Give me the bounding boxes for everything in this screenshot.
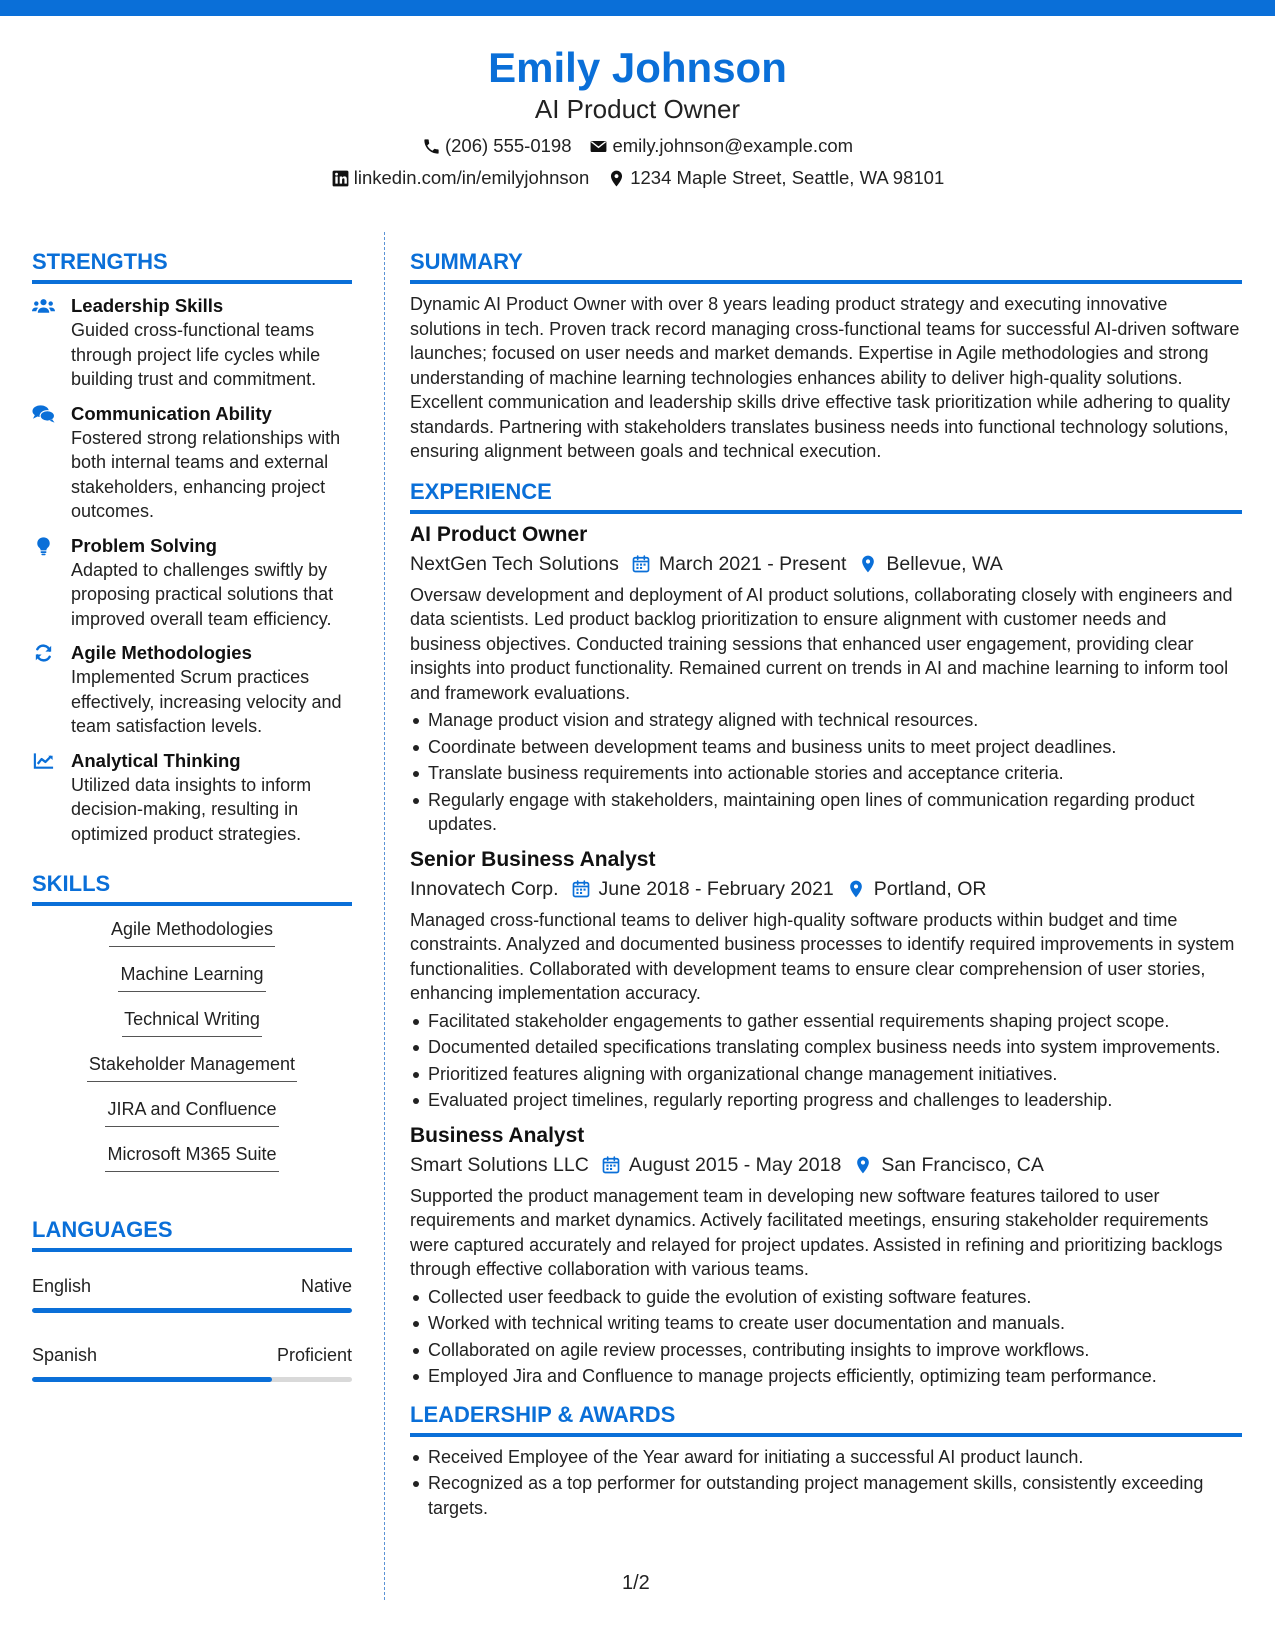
linkedin-icon <box>331 169 350 188</box>
strength-item <box>32 402 352 524</box>
strength-desc: Utilized data insights to inform decision-making, resulting in optimized product strategies. <box>71 774 312 844</box>
job-company: Smart Solutions LLC <box>410 1153 589 1176</box>
list-item: Translate business requirements into actionable stories and acceptance criteria. <box>410 761 1242 786</box>
calendar-icon <box>571 879 591 899</box>
strength-title: Communication Ability <box>71 402 272 424</box>
language-level-fill <box>32 1308 352 1313</box>
skill-tag: Microsoft M365 Suite <box>105 1141 278 1172</box>
phone-text: (206) 555-0198 <box>444 135 572 156</box>
strength-title: Problem Solving <box>71 534 217 556</box>
summary-heading: SUMMARY <box>410 248 1242 284</box>
language-name: Spanish <box>32 1345 98 1365</box>
skill-tag: Machine Learning <box>118 961 265 992</box>
language-level-bar <box>32 1308 352 1313</box>
list-item: Documented detailed specifications translating complex business needs into system improvements. <box>410 1035 1242 1060</box>
right-column <box>410 248 1242 1522</box>
resume-header <box>0 40 1275 190</box>
list-item: Manage product vision and strategy aligned with technical resources. <box>410 708 1242 733</box>
column-divider <box>384 232 385 1600</box>
list-item: Collected user feedback to guide the evolution of existing software features. <box>410 1285 1242 1310</box>
comments-icon <box>32 404 55 424</box>
job-location: San Francisco, CA <box>881 1153 1044 1176</box>
linkedin-text: linkedin.com/in/emilyjohnson <box>353 167 590 188</box>
skills-list <box>32 916 352 1186</box>
job-dates: August 2015 - May 2018 <box>628 1153 842 1176</box>
job-dates: March 2021 - Present <box>658 552 847 575</box>
strength-title: Leadership Skills <box>71 295 224 316</box>
sync-icon <box>32 643 55 663</box>
left-column <box>32 248 352 1382</box>
skill-tag: JIRA and Confluence <box>105 1096 278 1127</box>
map-marker-icon <box>858 554 878 574</box>
list-item: Collaborated on agile review processes, contributing insights to improve workflows. <box>410 1338 1242 1363</box>
linkedin-contact[interactable] <box>331 166 589 190</box>
list-item: Prioritized features aligning with organizational change management initiatives. <box>410 1062 1242 1087</box>
job-title: Senior Business Analyst <box>410 847 656 871</box>
languages-heading: LANGUAGES <box>32 1216 352 1252</box>
job-description: Managed cross-functional teams to deliver high-quality software products within budget and time constraints. Analyzed and documented business processes to identify required improvements in system functionalities. Collaborated with development teams to ensure clear comprehension of user stories, enhancing implementation accuracy. <box>410 909 1235 1003</box>
list-item: Employed Jira and Confluence to manage projects efficiently, optimizing team performance. <box>410 1364 1242 1389</box>
strength-item <box>32 749 352 847</box>
language-item <box>32 1274 352 1313</box>
list-item: Recognized as a top performer for outstanding project management skills, consistently exceeding targets. <box>410 1471 1242 1520</box>
candidate-name: Emily Johnson <box>488 44 787 91</box>
address-contact <box>607 166 944 190</box>
skills-heading: SKILLS <box>32 870 352 906</box>
job-location: Portland, OR <box>873 877 987 900</box>
strength-item <box>32 641 352 739</box>
job-company: NextGen Tech Solutions <box>410 552 619 575</box>
job-meta <box>410 1151 1242 1179</box>
candidate-role: AI Product Owner <box>534 94 741 124</box>
language-item <box>32 1343 352 1382</box>
map-marker-icon <box>846 879 866 899</box>
job-dates: June 2018 - February 2021 <box>598 877 834 900</box>
job-location: Bellevue, WA <box>886 552 1003 575</box>
language-level-bar <box>32 1377 352 1382</box>
job-meta <box>410 550 1242 578</box>
job-company: Innovatech Corp. <box>410 877 559 900</box>
awards-heading: LEADERSHIP & AWARDS <box>410 1401 1242 1437</box>
strength-item <box>32 534 352 632</box>
awards-list <box>410 1445 1242 1521</box>
strength-desc: Guided cross-functional teams through project life cycles while building trust and commitment. <box>71 320 321 389</box>
skill-tag: Stakeholder Management <box>87 1051 297 1082</box>
page-number: 1/2 <box>622 1572 650 1594</box>
job-entry <box>410 522 1242 837</box>
calendar-icon <box>631 554 651 574</box>
job-description: Supported the product management team in developing new software features tailored to user requirements and market dynamics. Actively facilitated meetings, ensuring stakeholder requirements were captured accurately and relayed for project updates. Assisted in refining and prioritizing backlogs through effective collaboration with various teams. <box>410 1185 1223 1279</box>
address-text: 1234 Maple Street, Seattle, WA 98101 <box>630 167 945 188</box>
job-title: AI Product Owner <box>410 522 588 546</box>
job-entry <box>410 1123 1242 1389</box>
lightbulb-icon <box>32 536 55 556</box>
map-marker-icon <box>607 169 626 188</box>
top-accent-bar <box>0 0 1275 16</box>
contact-line-2 <box>0 166 1275 190</box>
language-level-fill <box>32 1377 272 1382</box>
language-name: English <box>32 1276 92 1296</box>
job-bullets <box>410 1009 1242 1113</box>
email-text: emily.johnson@example.com <box>612 135 854 156</box>
summary-text: Dynamic AI Product Owner with over 8 years leading product strategy and executing innovative solutions in tech. Proven track record managing cross-functional teams for successful AI-driven software launches; focused on user needs and market demands. Expertise in Agile methodologies and strong understanding of machine learning technologies enhances ability to deliver high-quality solutions. Excellent communication and leadership skills drive effective task prioritization while adhering to quality standards. Partnering with stakeholders translates business needs into functional technology solutions, ensuring alignment between goals and technical execution. <box>410 294 1240 461</box>
list-item: Regularly engage with stakeholders, maintaining open lines of communication regarding product updates. <box>410 788 1242 837</box>
job-bullets <box>410 708 1242 837</box>
job-meta <box>410 875 1242 903</box>
strength-desc: Adapted to challenges swiftly by proposing practical solutions that improved overall team efficiency. <box>71 559 334 629</box>
list-item: Worked with technical writing teams to create user documentation and manuals. <box>410 1311 1242 1336</box>
phone-icon <box>422 137 441 156</box>
job-entry <box>410 847 1242 1113</box>
list-item: Facilitated stakeholder engagements to gather essential requirements shaping project scope. <box>410 1009 1242 1034</box>
map-marker-icon <box>853 1155 873 1175</box>
strength-title: Analytical Thinking <box>71 749 241 771</box>
job-title: Business Analyst <box>410 1123 585 1147</box>
envelope-icon <box>589 137 608 156</box>
calendar-icon <box>601 1155 621 1175</box>
skill-tag: Technical Writing <box>122 1006 262 1037</box>
phone-contact[interactable] <box>422 134 572 158</box>
job-bullets <box>410 1285 1242 1389</box>
experience-heading: EXPERIENCE <box>410 478 1242 514</box>
list-item: Coordinate between development teams and business units to meet project deadlines. <box>410 735 1242 760</box>
chart-line-icon <box>32 751 55 771</box>
strength-desc: Fostered strong relationships with both internal teams and external stakeholders, enhancing project outcomes. <box>71 427 341 521</box>
list-item: Received Employee of the Year award for initiating a successful AI product launch. <box>410 1445 1242 1470</box>
skill-tag: Agile Methodologies <box>109 916 275 947</box>
strength-title: Agile Methodologies <box>71 642 252 663</box>
strength-desc: Implemented Scrum practices effectively, increasing velocity and team satisfaction levels. <box>71 667 342 736</box>
language-level: Proficient <box>276 1345 352 1365</box>
contact-line-1 <box>0 134 1275 158</box>
users-icon <box>32 296 55 316</box>
strength-item <box>32 294 352 392</box>
strengths-heading: STRENGTHS <box>32 248 352 284</box>
email-contact[interactable] <box>589 134 853 158</box>
job-description: Oversaw development and deployment of AI product solutions, collaborating closely with engineers and data scientists. Led product backlog prioritization to ensure alignment with customer needs and business objectives. Conducted training sessions that enhanced user engagement, providing clear insights into product functionality. Remained current on trends in AI and machine learning to inform tool and framework evaluations. <box>410 584 1233 703</box>
language-level: Native <box>300 1276 352 1296</box>
list-item: Evaluated project timelines, regularly reporting progress and challenges to leadership. <box>410 1088 1242 1113</box>
